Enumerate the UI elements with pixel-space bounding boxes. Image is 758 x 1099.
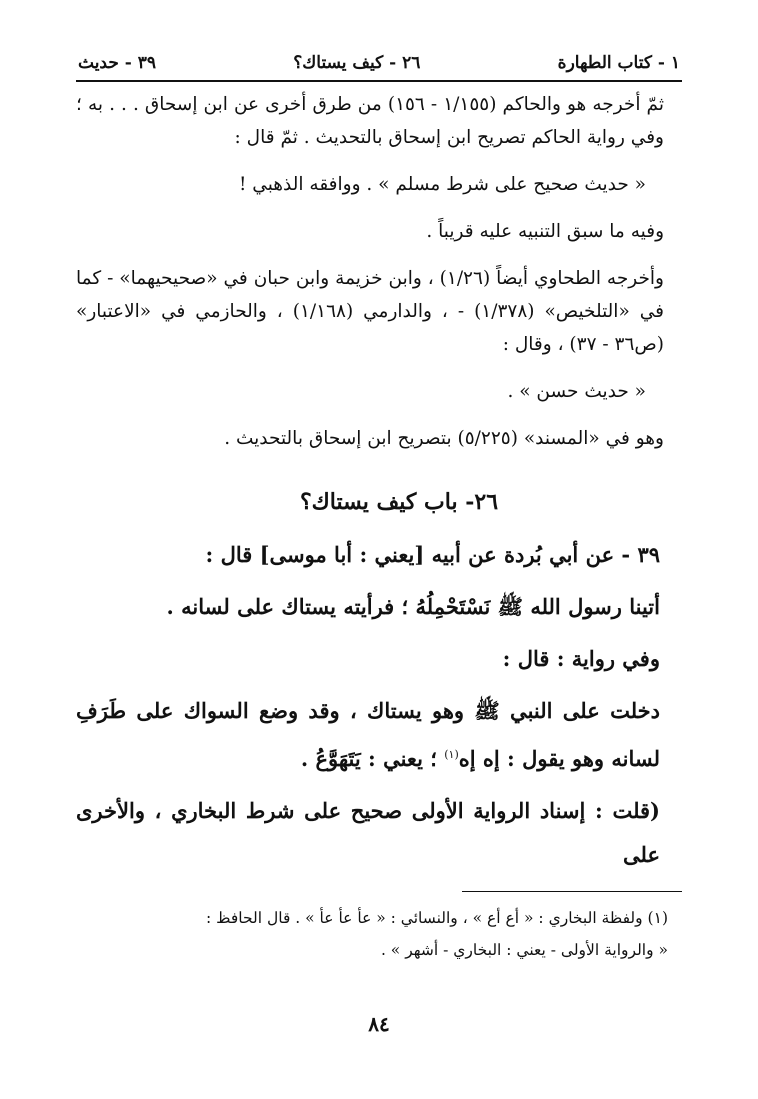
header-chapter-title: ٢٦ - كيف يستاك؟	[293, 53, 421, 73]
footnotes	[76, 902, 682, 966]
footnote: (١) ولفظة البخاري : « أع أع » ، والنسائي : « عأ عأ عأ » . قال الحافظ :	[206, 909, 668, 927]
quotation: « حديث صحيح على شرط مسلم » . ووافقه الذهبي !	[238, 174, 646, 195]
hadith-variant-intro: وفي رواية : قال :	[502, 646, 660, 671]
page-number: ٨٤	[368, 1012, 390, 1036]
paragraph: وهو في «المسند» (٥/٢٢٥) بتصريح ابن إسحاق بالتحديث .	[224, 428, 664, 449]
paragraph: وأخرجه الطحاوي أيضاً (١/٢٦) ، وابن خزيمة وابن حبان في «صحيحيهما» - كما في «التلخيص» (١/٣٧٨) - ، والدارمي (١/١٦٨) ، والحازمي في «الاعتبار» (ص٣٦ - ٣٧) ، وقال :	[76, 268, 664, 355]
running-header	[76, 52, 682, 82]
hadith-variant-part: دخلت على النبي ﷺ وهو يستاك ، وقد وضع السواك على طَرَفِ لسانه وهو يقول : إه إه	[76, 698, 660, 771]
commentary-text	[76, 88, 682, 455]
footnote: « والرواية الأولى - يعني : البخاري - أشهر » .	[380, 941, 668, 959]
paragraph: وفيه ما سبق التنبيه عليه قريباً .	[426, 221, 664, 242]
hadith-text	[76, 533, 682, 877]
footnote-separator	[462, 891, 682, 892]
chapter-title: ٢٦- باب كيف يستاك؟	[299, 489, 499, 515]
book-page	[76, 52, 682, 1072]
header-book-title: ١ - كتاب الطهارة	[557, 53, 680, 73]
author-note: (قلت : إسناد الرواية الأولى صحيح على شرط البخاري ، والأخرى على	[76, 798, 660, 867]
hadith-isnad: ٣٩ - عن أبي بُردة عن أبيه [يعني : أبا موسى] قال :	[205, 542, 660, 567]
paragraph: ثمّ أخرجه هو والحاكم (١/١٥٥ - ١٥٦) من طرق أخرى عن ابن إسحاق . . . به ؛ وفي رواية الحاكم تصريح ابن إسحاق بالتحديث . ثمّ قال :	[76, 94, 665, 148]
hadith-variant-part: ؛ يعني : يَتَهَوَّعُ .	[300, 746, 445, 771]
quotation: « حديث حسن » .	[507, 381, 646, 402]
hadith-variant-text	[76, 689, 682, 781]
hadith-matn: أتينا رسول الله ﷺ نَسْتَحْمِلُهُ ؛ فرأيته يستاك على لسانه .	[166, 594, 660, 619]
footnote-reference: (١)	[444, 748, 459, 761]
header-hadith-number: ٣٩ - حديث	[78, 53, 157, 73]
